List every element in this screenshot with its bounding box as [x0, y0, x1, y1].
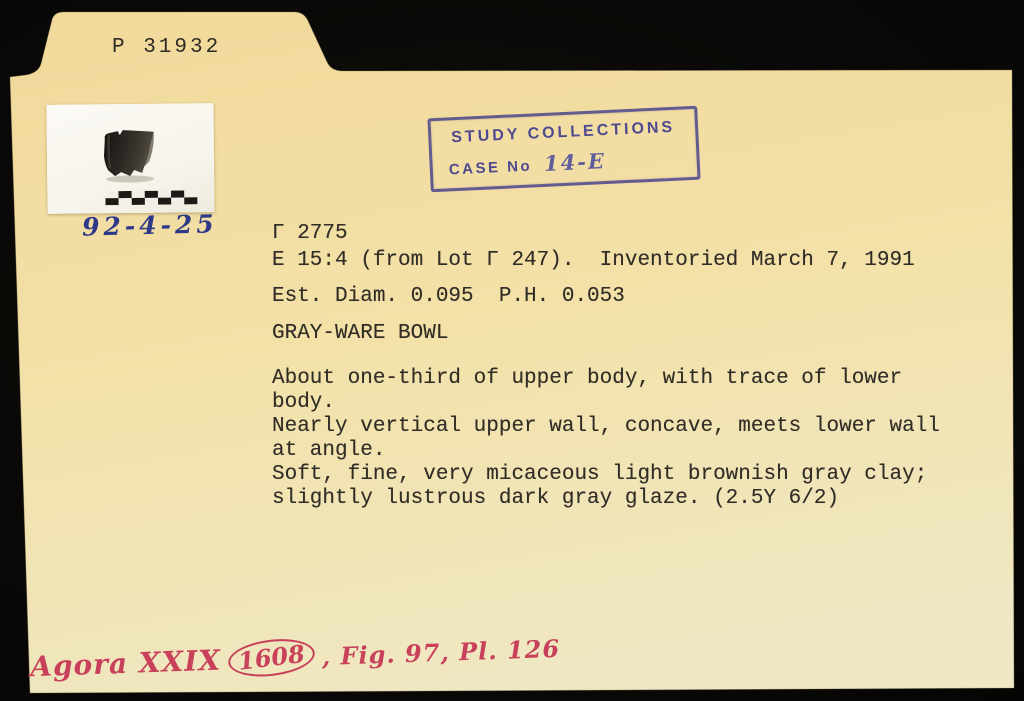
description-line: slightly lustrous dark gray glaze. (2.5Y 6/2): [272, 487, 840, 510]
publication-citation: [30, 630, 561, 684]
pottery-sherd-image: [97, 126, 168, 187]
typed-entry: [272, 222, 940, 511]
description-line: About one-third of upper body, with trace of lower: [272, 367, 903, 390]
tab-inventory-number: P 31932: [112, 36, 222, 59]
line-lot-number: Γ 2775: [272, 222, 348, 245]
stamp-title: STUDY COLLECTIONS: [450, 118, 676, 147]
description-line: at angle.: [272, 439, 386, 462]
negative-number-handwritten: 92-4-25: [81, 209, 219, 242]
stamp-case-label: CASE No: [448, 157, 533, 179]
photo-scale-bar: [105, 190, 197, 205]
stamp-case-row: [448, 143, 697, 180]
artifact-photo: [46, 103, 214, 214]
citation-series: Agora XXIX: [29, 643, 222, 683]
description-line: Nearly vertical upper wall, concave, meets lower wall: [272, 415, 940, 438]
description-line: body.: [272, 391, 336, 414]
line-context-inventoried: E 15:4 (from Lot Γ 247). Inventoried March 7, 1991: [272, 249, 915, 272]
citation-figure-plate: , Fig. 97, Pl. 126: [321, 633, 561, 671]
line-object-title: GRAY-WARE BOWL: [272, 322, 449, 345]
line-dimensions: Est. Diam. 0.095 P.H. 0.053: [272, 285, 625, 308]
description-line: Soft, fine, very micaceous light brownish gray clay;: [272, 463, 928, 486]
study-collections-stamp: [427, 106, 700, 193]
stamp-case-number-handwritten: 14-E: [543, 148, 607, 176]
citation-circled-number: 1608: [226, 635, 317, 681]
